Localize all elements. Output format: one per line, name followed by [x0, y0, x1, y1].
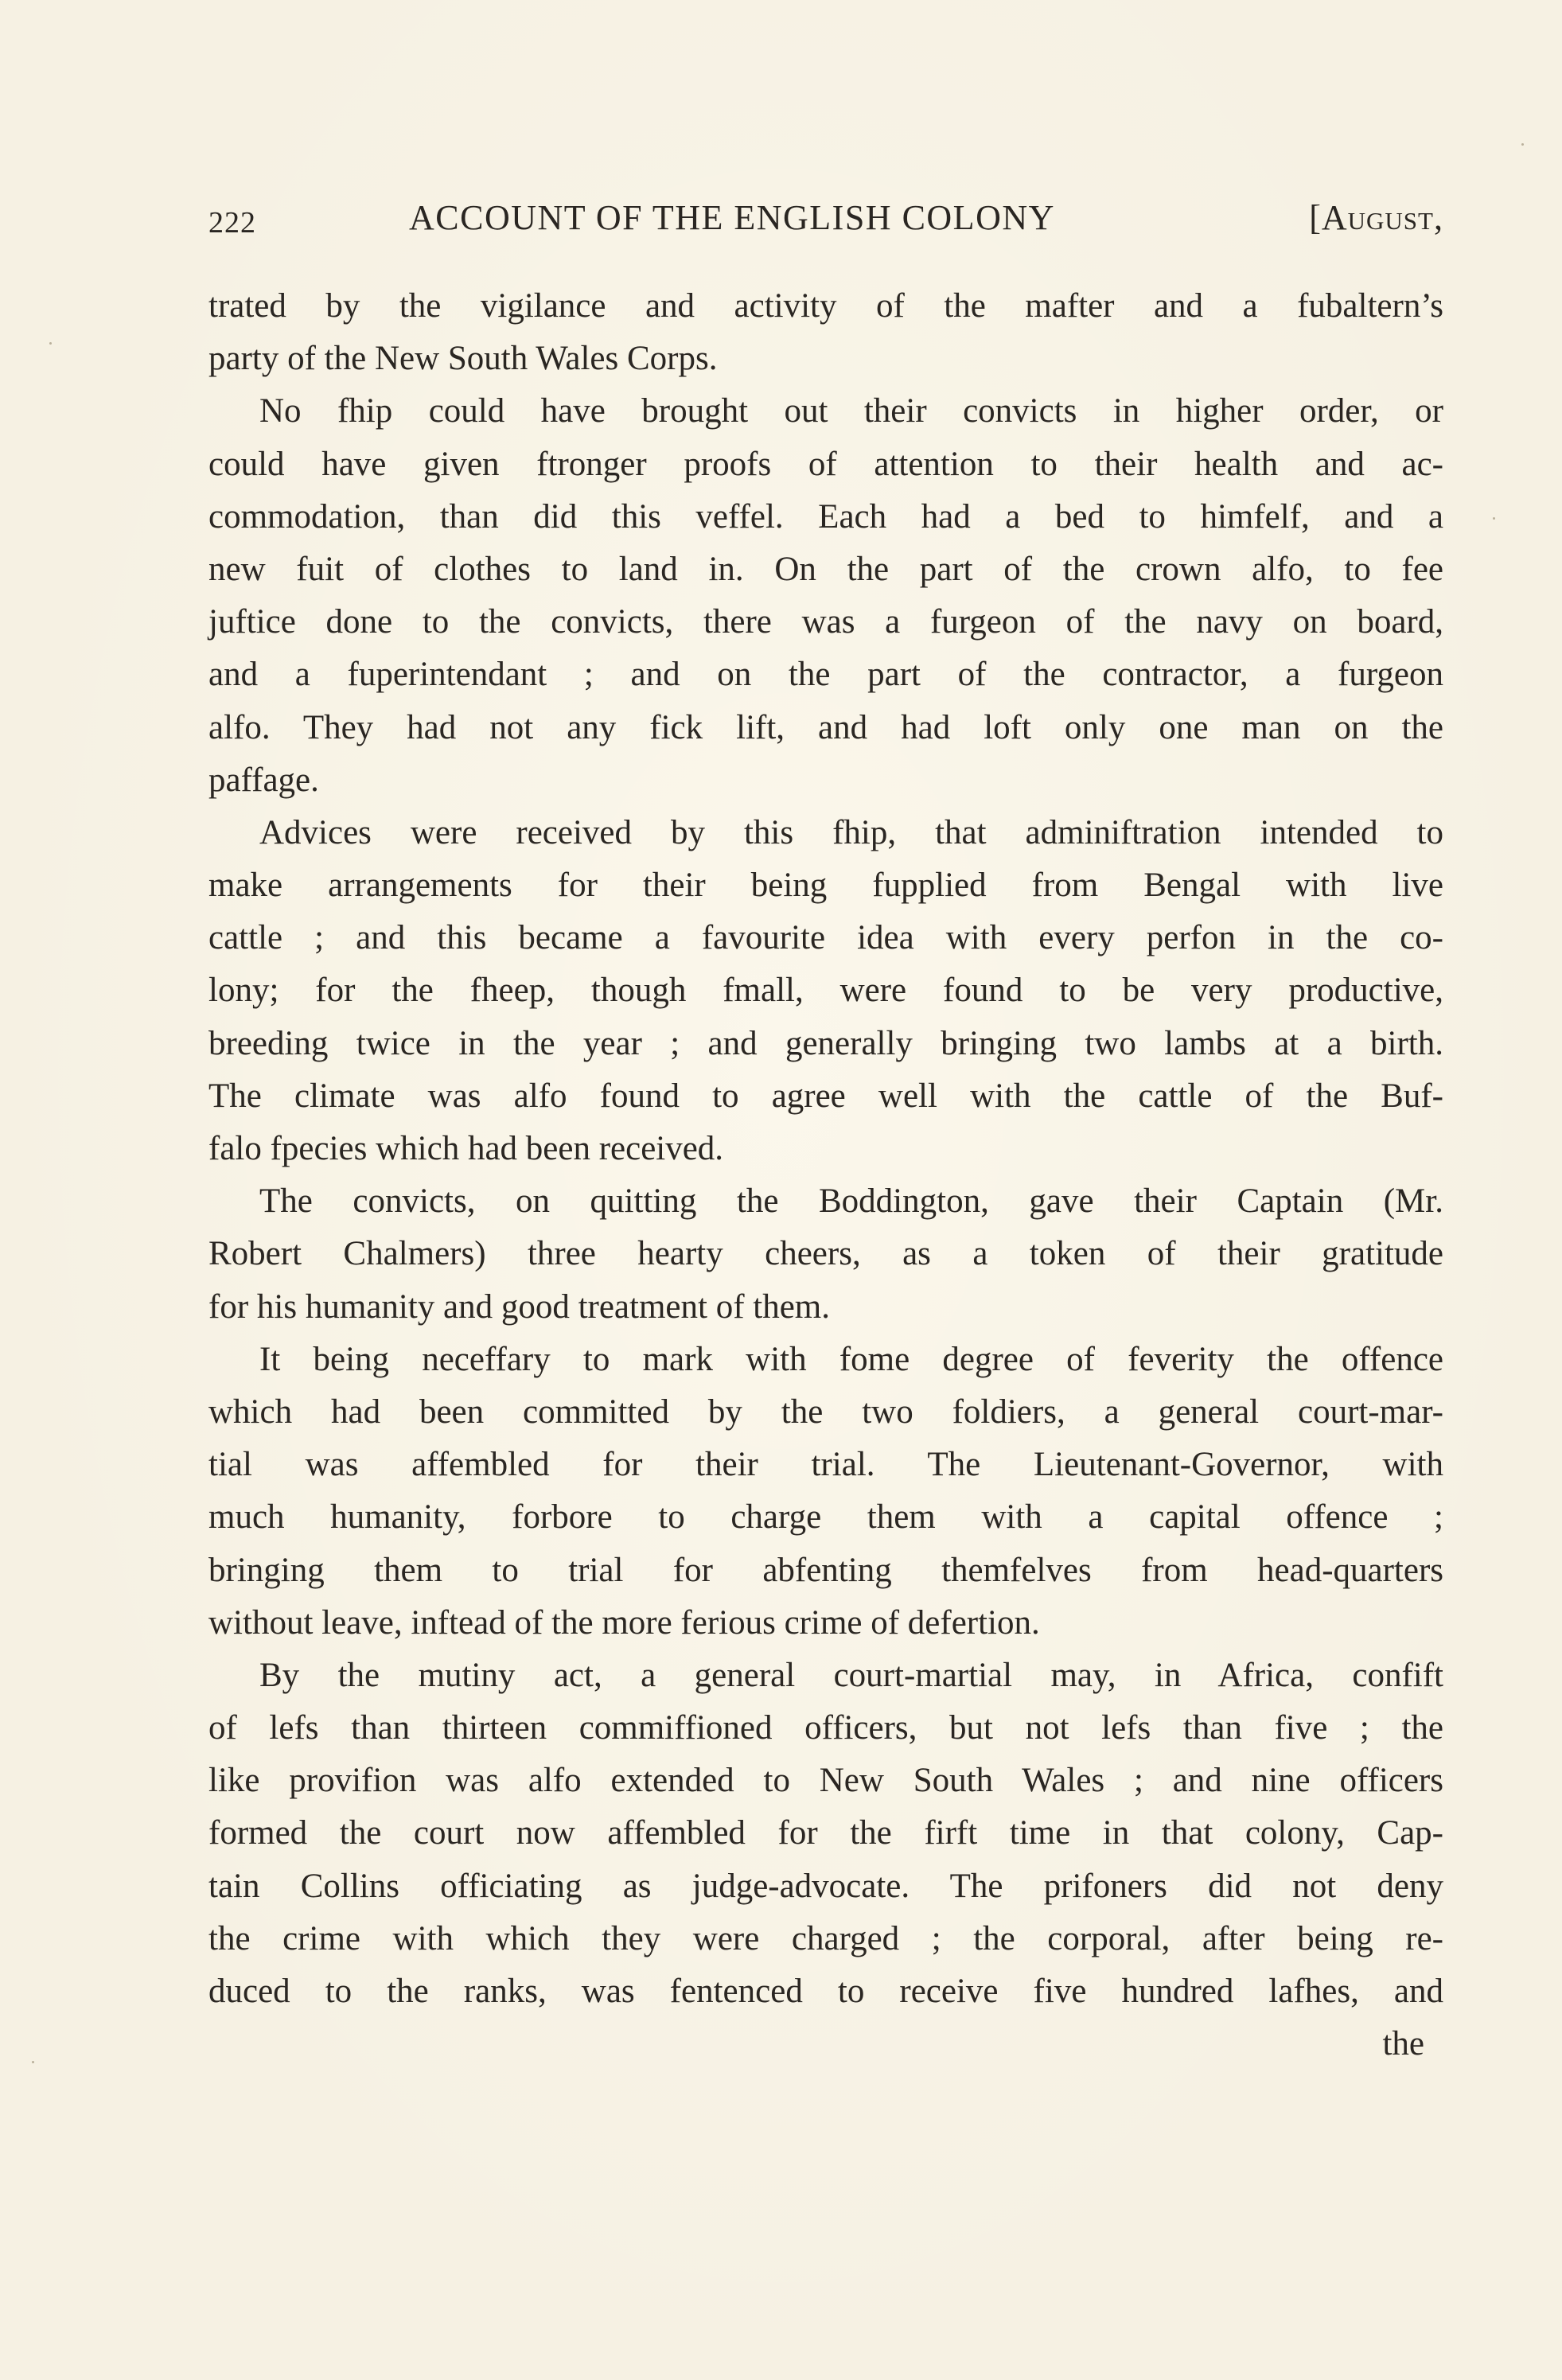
text-line: formed the court now affembled for the firft time in that colony, Cap- — [208, 1814, 1443, 1852]
text-line: falo fpecies which had been received. — [208, 1130, 724, 1167]
text-line: make arrangements for their being fupplied from Bengal with live — [208, 867, 1443, 905]
text-line: which had been committed by the two foldiers, a general court-mar- — [208, 1393, 1443, 1431]
text-line: the crime with which they were charged ; the corporal, after being re- — [208, 1919, 1443, 1957]
paper-speck — [1493, 517, 1495, 520]
text-line: Robert Chalmers) three hearty cheers, as a token of their gratitude — [208, 1235, 1443, 1273]
text-line: No fhip could have brought out their convicts in higher order, or — [259, 392, 1443, 430]
text-line: breeding twice in the year ; and generally bringing two lambs at a birth. — [208, 1024, 1443, 1062]
text-line: of lefs than thirteen commiffioned officers, but not lefs than five ; the — [208, 1709, 1443, 1747]
paper-speck — [32, 2061, 34, 2063]
text-line: commodation, than did this veffel. Each had a bed to himfelf, and a — [208, 497, 1443, 536]
text-line: like provifion was alfo extended to New South Wales ; and nine officers — [208, 1762, 1443, 1800]
text-line: alfo. They had not any fick lift, and had loft only one man on the — [208, 708, 1443, 746]
text-line: much humanity, forbore to charge them with a capital offence ; — [208, 1498, 1443, 1537]
text-line: tain Collins officiating as judge-advocate. The prifoners did not deny — [208, 1867, 1443, 1905]
text-line: duced to the ranks, was fentenced to receive five hundred lafhes, and — [208, 1973, 1443, 2010]
text-line: and a fuperintendant ; and on the part of the contractor, a furgeon — [208, 656, 1443, 694]
page-number: 222 — [208, 206, 256, 240]
text-line: juftice done to the convicts, there was a furgeon of the navy on board, — [208, 603, 1443, 641]
text-line: could have given ftronger proofs of attention to their health and ac- — [208, 445, 1443, 483]
page-header — [208, 197, 1443, 248]
text-line: new fuit of clothes to land in. On the part of the crown alfo, to fee — [208, 550, 1443, 588]
text-line: for his humanity and good treatment of them. — [208, 1287, 830, 1326]
text-line: without leave, inftead of the more ferious crime of defertion. — [208, 1603, 1040, 1642]
text-line: party of the New South Wales Corps. — [208, 340, 718, 378]
text-line: The convicts, on quitting the Boddington, gave their Captain (Mr. — [259, 1182, 1443, 1221]
text-line: cattle ; and this became a favourite idea with every perfon in the co- — [208, 919, 1443, 957]
text-line: By the mutiny act, a general court-martial may, in Africa, confift — [259, 1656, 1443, 1694]
paper-speck — [1521, 143, 1524, 146]
running-month: [August, — [1309, 198, 1443, 237]
text-line: lony; for the fheep, though fmall, were found to be very productive, — [208, 972, 1443, 1010]
text-line: paffage. — [208, 761, 319, 799]
text-line: tial was affembled for their trial. The Lieutenant-Governor, with — [208, 1446, 1443, 1484]
paper-speck — [49, 342, 52, 345]
running-title: ACCOUNT OF THE ENGLISH COLONY — [409, 198, 1055, 237]
body-text — [208, 280, 1443, 2070]
text-line: Advices were received by this fhip, that adminiftration intended to — [259, 813, 1443, 851]
catchword: the — [1382, 2025, 1424, 2063]
text-line: The climate was alfo found to agree well with the cattle of the Buf- — [208, 1077, 1443, 1115]
text-line: bringing them to trial for abfenting themfelves from head-quarters — [208, 1551, 1443, 1589]
text-line: trated by the vigilance and activity of the mafter and a fubaltern’s — [208, 287, 1443, 325]
text-line: It being neceffary to mark with fome degree of feverity the offence — [259, 1340, 1443, 1378]
